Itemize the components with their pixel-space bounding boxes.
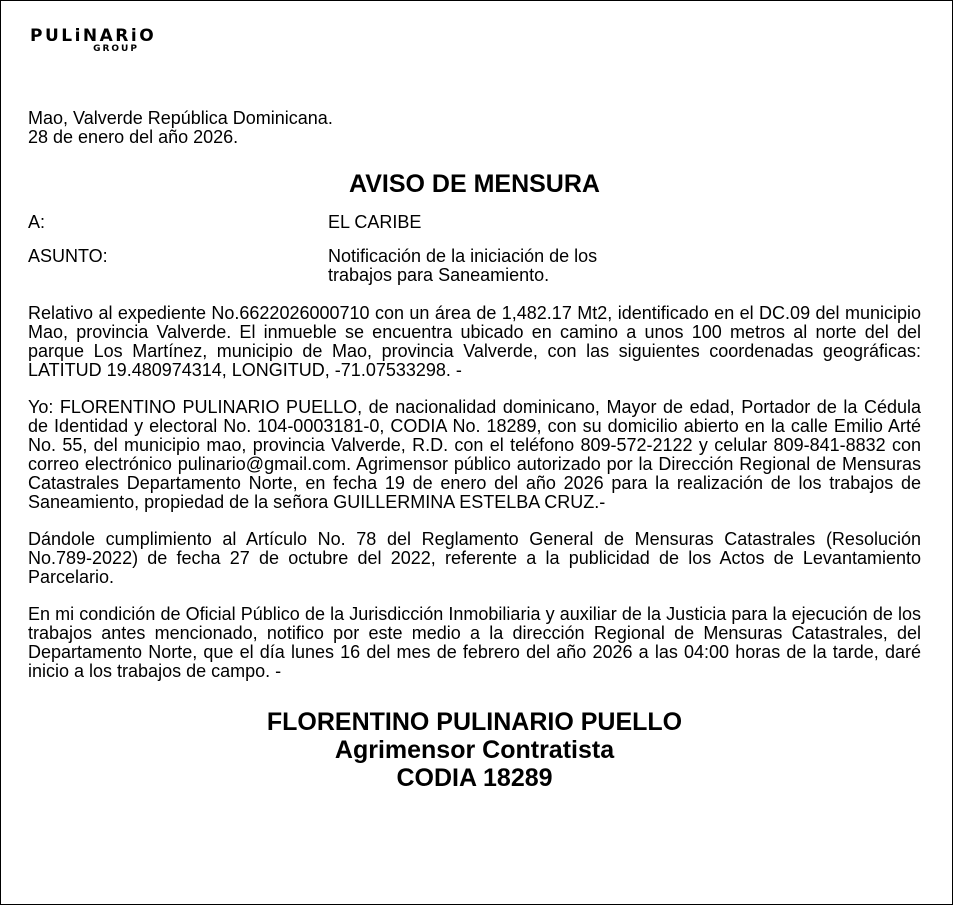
logo-wordmark: PULiNARiO — [30, 26, 157, 46]
paragraph-case-details: Relativo al expediente No.6622026000710 con un área de 1,482.17 Mt2, identificado en el DC.09 del municipio Mao, provincia Valverde. El inmueble se encuentra ubicado en camino a unos 100 metros al norte del del parque Los Martínez, municipio de Mao, provincia Valverde, con las siguientes coordenadas geográficas: LATITUD 19.480974314, LONGITUD, -71.07533298. - — [28, 303, 921, 380]
signature-block — [28, 708, 921, 792]
notice-body — [28, 109, 921, 792]
dateline-date: 28 de enero del año 2026. — [28, 127, 239, 147]
logo-subtitle: GROUP — [93, 44, 139, 54]
addressee-row — [28, 213, 921, 232]
addressee-label: A: — [28, 212, 46, 232]
subject-label: ASUNTO: — [28, 246, 108, 266]
subject-line-1: Notificación de la iniciación de los — [328, 246, 598, 266]
paragraph-regulation: Dándole cumplimiento al Artículo No. 78 del Reglamento General de Mensuras Catastrales (Resolución No.789-2022) de fecha 27 de octubre del 2022, referente a la publicidad de los Actos de Levantamiento Parcelario. — [28, 529, 921, 587]
addressee-value: EL CARIBE — [328, 212, 422, 232]
signature-role: Agrimensor Contratista — [334, 736, 615, 764]
subject-line-2: trabajos para Saneamiento. — [328, 265, 550, 285]
dateline — [28, 109, 921, 147]
subject-value — [328, 247, 921, 285]
paragraph-surveyor-identity: Yo: FLORENTINO PULINARIO PUELLO, de nacionalidad dominicano, Mayor de edad, Portador de la Cédula de Identidad y electoral No. 104-0003181-0, CODIA No. 18289, con su domicilio abierto en la calle Emilio Arté No. 55, del municipio mao, provincia Valverde, R.D. con el teléfono 809-572-2122 y celular 809-841-8832 con correo electrónico pulinario@gmail.com. Agrimensor público autorizado por la Dirección Regional de Mensuras Catastrales Departamento Norte, en fecha 19 de enero del año 2026 para la realización de los trabajos de Saneamiento, propiedad de la señora GUILLERMINA ESTELBA CRUZ.- — [28, 397, 921, 512]
notice-title: AVISO DE MENSURA — [349, 170, 600, 198]
signature-codia: CODIA 18289 — [396, 764, 553, 792]
subject-row — [28, 247, 921, 285]
signature-name: FLORENTINO PULINARIO PUELLO — [266, 708, 683, 736]
company-logo — [30, 27, 190, 54]
dateline-place: Mao, Valverde República Dominicana. — [28, 108, 333, 128]
paragraph-notification: En mi condición de Oficial Público de la Jurisdicción Inmobiliaria y auxiliar de la Justicia para la ejecución de los trabajos antes mencionado, notifico por este medio a la dirección Regional de Mensuras Catastrales, del Departamento Norte, que el día lunes 16 del mes de febrero del año 2026 a las 04:00 horas de la tarde, daré inicio a los trabajos de campo. - — [28, 604, 921, 681]
